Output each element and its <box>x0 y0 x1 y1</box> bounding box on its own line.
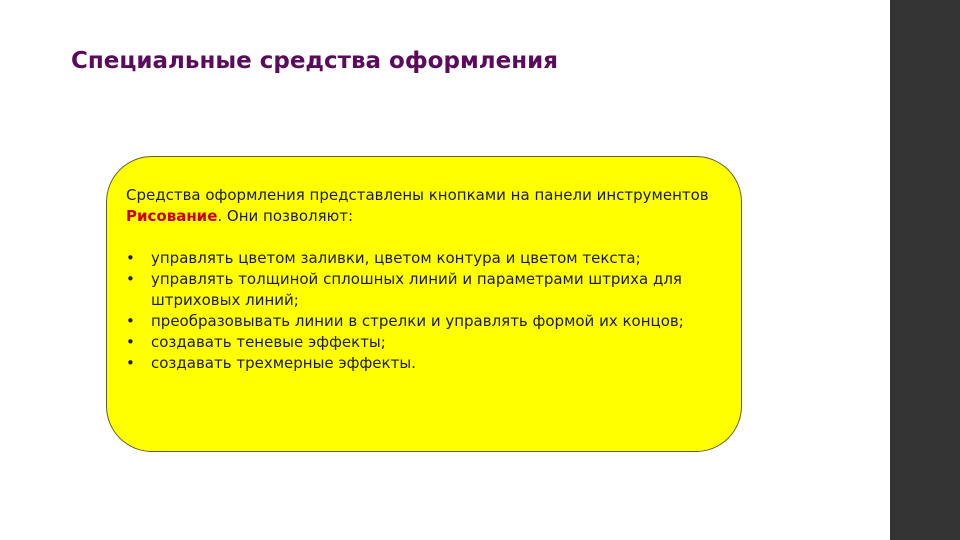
callout-text <box>126 185 726 374</box>
bullet-icon: • <box>126 312 135 330</box>
intro-text-before: Средства оформления представлены кнопками на панели инструментов <box>126 186 709 204</box>
intro-highlight-drawing: Рисование <box>126 207 218 225</box>
list-item-text: управлять цветом заливки, цветом контура и цветом текста; <box>151 249 641 267</box>
list-item <box>126 269 726 311</box>
list-item-text: создавать трехмерные эффекты. <box>151 354 416 372</box>
rounded-callout-box <box>106 156 742 452</box>
list-item <box>126 332 726 353</box>
slide-title: Специальные средства оформления <box>71 48 558 74</box>
bullet-icon: • <box>126 333 135 351</box>
list-item-text: управлять толщиной сплошных линий и параметрами штриха для штриховых линий; <box>151 270 682 309</box>
intro-text-after: . Они позволяют: <box>217 207 354 225</box>
side-bar <box>890 0 960 540</box>
bullet-icon: • <box>126 270 135 288</box>
bullet-icon: • <box>126 249 135 267</box>
list-item <box>126 248 726 269</box>
bullet-icon: • <box>126 354 135 372</box>
callout-intro <box>126 185 726 227</box>
list-item-text: создавать теневые эффекты; <box>151 333 386 351</box>
list-item <box>126 353 726 374</box>
list-item-text: преобразовывать линии в стрелки и управлять формой их концов; <box>151 312 684 330</box>
list-item <box>126 311 726 332</box>
bullet-list <box>126 248 726 374</box>
